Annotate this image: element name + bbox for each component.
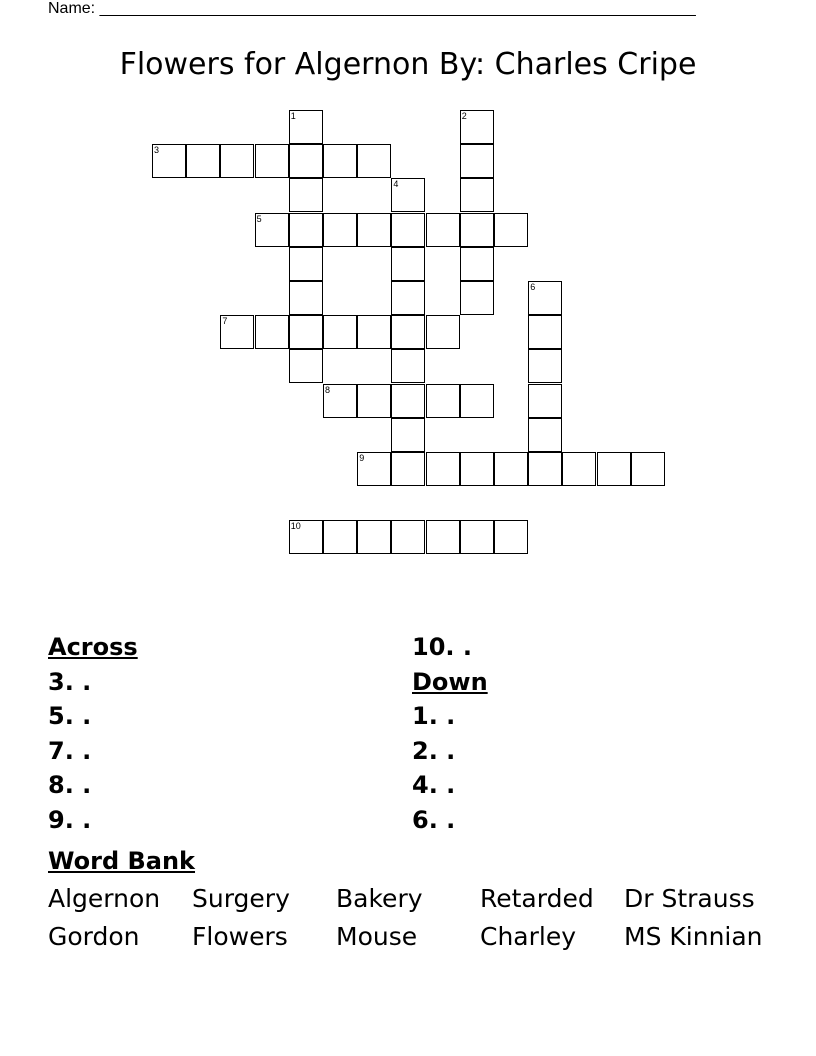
crossword-cell[interactable] [357,144,391,178]
word-bank-row [48,920,768,958]
clue-number: 10 [290,521,301,532]
crossword-cell[interactable] [323,384,357,418]
down-heading: Down [412,667,488,696]
clue-across-10: 10. . [412,633,472,661]
clue-down-6: 6. . [412,805,456,834]
crossword-cell[interactable] [357,315,391,349]
crossword-cell[interactable] [391,384,425,418]
clue-across-5: 5. . [48,702,92,730]
clues-right-column [412,630,488,837]
clue-number: 8 [325,384,331,395]
word-bank-item: Retarded [480,884,594,913]
word-bank-item: Charley [480,922,577,951]
clue-number: 7 [222,316,228,327]
word-bank [48,882,768,958]
page-title: Flowers for Algernon By: Charles Cripe [119,47,697,82]
clue-number: 6 [530,282,536,292]
word-bank-title: Word Bank [48,847,196,875]
clue-number: 9 [359,453,365,463]
word-bank-item: MS Kinnian [624,922,763,951]
crossword-cell[interactable] [357,384,391,418]
word-bank-item: Surgery [192,884,290,913]
across-heading: Across [48,633,138,661]
clue-number: 4 [393,179,399,190]
clue-down-2: 2. . [412,736,456,765]
crossword-cell[interactable] [289,110,323,144]
crossword-cell[interactable] [391,315,425,349]
crossword-cell[interactable] [426,213,460,247]
crossword-cell[interactable] [494,452,528,486]
crossword-cell[interactable] [220,315,254,349]
crossword-cell[interactable] [391,281,425,315]
crossword-cell[interactable] [528,315,562,349]
crossword-cell[interactable] [323,520,357,554]
clue-across-8: 8. . [48,771,92,799]
crossword-cell[interactable] [528,384,562,418]
crossword-cell[interactable] [357,452,391,486]
crossword-cell[interactable] [460,281,494,315]
crossword-cell[interactable] [152,144,186,178]
crossword-cell[interactable] [289,315,323,349]
crossword-cell[interactable] [426,452,460,486]
clue-across-3: 3. . [48,667,92,696]
clue-number: 3 [154,145,160,156]
crossword-cell[interactable] [460,520,494,554]
crossword-cell[interactable] [562,452,596,486]
word-bank-row [48,882,768,920]
crossword-cell[interactable] [255,213,289,247]
clue-across-7: 7. . [48,736,92,765]
word-bank-item: Algernon [48,884,161,913]
crossword-cell[interactable] [289,144,323,178]
word-bank-item: Flowers [192,922,288,951]
crossword-cell[interactable] [186,144,220,178]
crossword-cell[interactable] [391,418,425,452]
crossword-cell[interactable] [528,349,562,383]
crossword-cell[interactable] [460,452,494,486]
crossword-cell[interactable] [528,452,562,486]
word-bank-item: Mouse [336,922,418,951]
crossword-cell[interactable] [494,213,528,247]
crossword-cell[interactable] [460,178,494,212]
word-bank-item: Gordon [48,922,140,951]
crossword-cell[interactable] [528,281,562,315]
crossword-cell[interactable] [597,452,631,486]
word-bank-item: Bakery [336,884,423,913]
crossword-cell[interactable] [289,349,323,383]
crossword-cell[interactable] [426,520,460,554]
crossword-cell[interactable] [426,384,460,418]
clue-number: 2 [461,111,467,121]
crossword-cell[interactable] [460,384,494,418]
crossword-cell[interactable] [357,213,391,247]
crossword-cell[interactable] [460,110,494,144]
crossword-cell[interactable] [323,213,357,247]
clues-left-column [48,630,138,837]
clue-number: 5 [256,213,262,224]
crossword-cell[interactable] [460,144,494,178]
crossword-cell[interactable] [391,247,425,281]
crossword-cell[interactable] [391,520,425,554]
crossword-cell[interactable] [391,349,425,383]
word-bank-item: Dr Strauss [624,884,755,913]
crossword-cell[interactable] [460,213,494,247]
crossword-cell[interactable] [391,452,425,486]
name-field-label: Name: ___________________________________________________________________ [48,0,696,17]
crossword-cell[interactable] [289,178,323,212]
crossword-cell[interactable] [460,247,494,281]
crossword-cell[interactable] [323,144,357,178]
clue-down-4: 4. . [412,771,456,799]
crossword-cell[interactable] [289,520,323,554]
crossword-cell[interactable] [323,315,357,349]
crossword-cell[interactable] [255,144,289,178]
crossword-cell[interactable] [631,452,665,486]
crossword-cell[interactable] [289,213,323,247]
crossword-cell[interactable] [289,247,323,281]
crossword-cell[interactable] [289,281,323,315]
crossword-cell[interactable] [255,315,289,349]
crossword-cell[interactable] [426,315,460,349]
crossword-cell[interactable] [528,418,562,452]
crossword-cell[interactable] [220,144,254,178]
clue-across-9: 9. . [48,805,92,834]
clue-down-1: 1. . [412,702,456,730]
crossword-cell[interactable] [494,520,528,554]
crossword-cell[interactable] [357,520,391,554]
crossword-cell[interactable] [391,213,425,247]
clue-number: 1 [290,111,296,121]
crossword-cell[interactable] [391,178,425,212]
